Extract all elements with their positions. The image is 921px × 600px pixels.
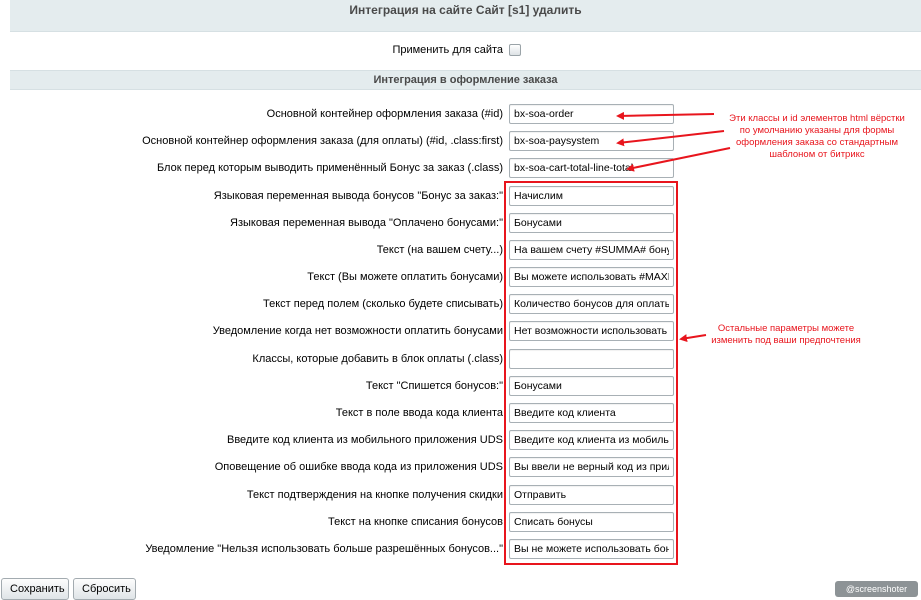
field-label: Оповещение об ошибке ввода кода из приложения UDS	[214, 461, 503, 473]
can-pay-text-input[interactable]	[509, 267, 674, 287]
apply-for-site-checkbox[interactable]	[509, 44, 521, 56]
section-header: Интеграция в оформление заказа	[10, 70, 921, 90]
annotation-note-defaults: Эти классы и id элементов html вёрстки по умолчанию указаны для формы оформления заказа со стандартным шаблоном от битрикс	[729, 113, 905, 160]
field-label: Текст в поле ввода кода клиента	[335, 407, 503, 419]
annotation-highlight-box	[504, 181, 678, 565]
field-row	[0, 485, 921, 507]
discount-confirm-button-text-input[interactable]	[509, 485, 674, 505]
field-row	[0, 186, 921, 208]
field-row	[0, 512, 921, 534]
field-label: Текст (Вы можете оплатить бонусами)	[307, 271, 503, 283]
field-label: Уведомление когда нет возможности оплатить бонусами	[212, 325, 503, 337]
field-label: Языковая переменная вывода бонусов "Бонус за заказ:"	[213, 190, 503, 202]
field-label: Введите код клиента из мобильного приложения UDS	[227, 434, 503, 446]
field-label: Языковая переменная вывода "Оплачено бонусами:"	[230, 217, 503, 229]
apply-for-site-label: Применить для сайта	[392, 44, 503, 56]
save-button[interactable]: Сохранить	[1, 578, 69, 600]
bonus-limit-notice-input[interactable]	[509, 539, 674, 559]
page-title: Интеграция на сайте Сайт [s1] удалить	[10, 0, 921, 32]
field-row	[0, 294, 921, 316]
form-footer	[0, 571, 921, 600]
field-label: Классы, которые добавить в блок оплаты (.class)	[252, 353, 503, 365]
paid-with-bonuses-lang-input[interactable]	[509, 213, 674, 233]
field-row	[0, 539, 921, 561]
field-row	[0, 240, 921, 262]
field-label: Текст на кнопке списания бонусов	[328, 516, 503, 528]
field-row	[0, 267, 921, 289]
field-row	[0, 349, 921, 371]
field-row	[0, 457, 921, 479]
client-code-placeholder-input[interactable]	[509, 403, 674, 423]
annotation-note-custom: Остальные параметры можете изменить под ваши предпочтения	[711, 323, 861, 346]
bonuses-deducted-text-input[interactable]	[509, 376, 674, 396]
account-balance-text-input[interactable]	[509, 240, 674, 260]
field-label: Текст (на вашем счету...)	[376, 244, 503, 256]
uds-client-code-input[interactable]	[509, 430, 674, 450]
field-label: Основной контейнер оформления заказа (#id)	[266, 108, 503, 120]
order-container-id-input[interactable]	[509, 104, 674, 124]
field-row	[0, 376, 921, 398]
field-row	[0, 213, 921, 235]
field-row	[0, 403, 921, 425]
page-header	[0, 0, 921, 34]
bonus-block-class-input[interactable]	[509, 158, 674, 178]
reset-button[interactable]: Сбросить	[73, 578, 136, 600]
field-label: Блок перед которым выводить применённый Бонус за заказ (.class)	[156, 162, 503, 174]
deduct-bonuses-button-text-input[interactable]	[509, 512, 674, 532]
bonus-for-order-lang-input[interactable]	[509, 186, 674, 206]
payment-block-classes-input[interactable]	[509, 349, 674, 369]
field-label: Текст подтверждения на кнопке получения скидки	[246, 489, 503, 501]
field-row	[0, 158, 921, 180]
field-label: Текст "Спишется бонусов:"	[365, 380, 503, 392]
uds-code-error-input[interactable]	[509, 457, 674, 477]
apply-for-site-row	[0, 40, 921, 60]
field-label: Основной контейнер оформления заказа (для оплаты) (#id, .class:first)	[142, 135, 503, 147]
field-label: Текст перед полем (сколько будете списывать)	[262, 298, 503, 310]
cannot-pay-notice-input[interactable]	[509, 321, 674, 341]
field-label: Уведомление "Нельзя использовать больше разрешённых бонусов..."	[145, 543, 503, 555]
amount-prompt-text-input[interactable]	[509, 294, 674, 314]
payment-container-input[interactable]	[509, 131, 674, 151]
field-row	[0, 430, 921, 452]
screenshoter-watermark: @screenshoter	[835, 581, 918, 597]
